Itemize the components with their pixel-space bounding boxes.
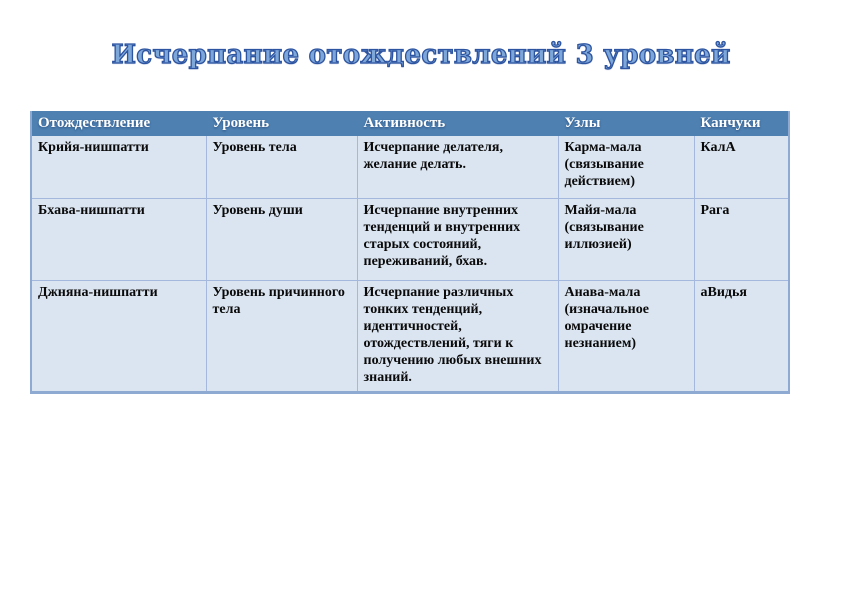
cell-identification: Джняна-нишпатти [31, 281, 206, 393]
cell-level: Уровень тела [206, 136, 357, 199]
column-header-identification: Отождествление [31, 112, 206, 136]
cell-knots: Анава-мала (изначальное омрачение незнанием) [558, 281, 694, 393]
column-header-level: Уровень [206, 112, 357, 136]
table-row [31, 136, 789, 199]
cell-kanchuki: аВидья [694, 281, 789, 393]
cell-identification: Крийя-нишпатти [31, 136, 206, 199]
cell-knots: Карма-мала (связывание действием) [558, 136, 694, 199]
column-header-activity: Активность [357, 112, 558, 136]
column-header-knots: Узлы [558, 112, 694, 136]
cell-level: Уровень души [206, 199, 357, 281]
table-header-row [31, 112, 789, 136]
column-header-kanchuki: Канчуки [694, 112, 789, 136]
cell-knots: Майя-мала (связывание иллюзией) [558, 199, 694, 281]
cell-activity: Исчерпание различных тонких тенденций, идентичностей, отождествлений, тяги к получению любых внешних знаний. [357, 281, 558, 393]
cell-kanchuki: Рага [694, 199, 789, 281]
cell-activity: Исчерпание внутренних тенденций и внутренних старых состояний, переживаний, бхав. [357, 199, 558, 281]
cell-identification: Бхава-нишпатти [31, 199, 206, 281]
cell-activity: Исчерпание делателя, желание делать. [357, 136, 558, 199]
table-row [31, 281, 789, 393]
page-title: Исчерпание отождествлений 3 уровней [111, 40, 731, 70]
cell-kanchuki: КалА [694, 136, 789, 199]
identifications-table [30, 111, 790, 394]
cell-level: Уровень причинного тела [206, 281, 357, 393]
table-row [31, 199, 789, 281]
